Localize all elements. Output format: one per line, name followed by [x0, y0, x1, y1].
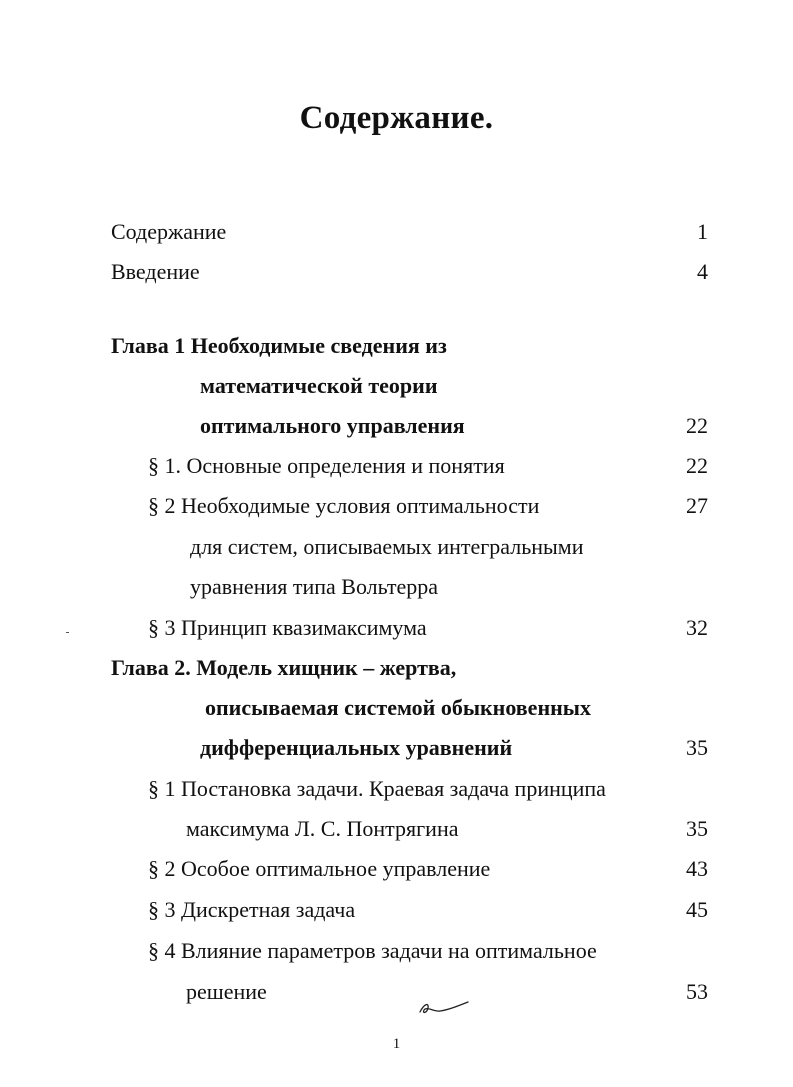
toc-entry-page: 1	[697, 219, 708, 244]
toc-entry-page: 35	[686, 816, 708, 841]
signature-mark	[418, 998, 470, 1018]
toc-entry-page: 27	[686, 493, 708, 518]
chapter-heading: Глава 2. Модель хищник – жертва,	[111, 655, 457, 680]
page-title: Содержание.	[299, 100, 494, 136]
toc-entry-text: § 1 Постановка задачи. Краевая задача принципа	[148, 776, 606, 801]
scan-speck	[66, 632, 69, 633]
toc-entry-text: § 4 Влияние параметров задачи на оптимальное	[148, 938, 597, 963]
toc-entry-text: уравнения типа Вольтерра	[190, 574, 438, 599]
toc-entry-page: 22	[686, 453, 708, 478]
chapter-heading: описываемая системой обыкновенных	[205, 695, 591, 720]
toc-entry-page: 45	[686, 897, 708, 922]
toc-entry-page: 22	[686, 413, 708, 438]
chapter-heading: дифференциальных уравнений	[200, 735, 513, 760]
toc-entry-text: § 3 Дискретная задача	[148, 897, 356, 922]
toc-entry-text: Введение	[111, 259, 200, 284]
toc-entry-text: § 1. Основные определения и понятия	[148, 453, 505, 478]
toc-entry-text: максимума Л. С. Понтрягина	[186, 816, 459, 841]
toc-entry-page: 4	[697, 259, 708, 284]
chapter-heading: Глава 1 Необходимые сведения из	[111, 333, 447, 358]
toc-entry-page: 32	[686, 615, 708, 640]
toc-entry-text: Содержание	[111, 219, 227, 244]
toc-entry-text: § 2 Особое оптимальное управление	[148, 856, 491, 881]
toc-entry-page: 53	[686, 979, 708, 1004]
toc-entry-text: § 3 Принцип квазимаксимума	[148, 615, 427, 640]
page-number: 1	[392, 1036, 401, 1052]
toc-entry-page: 43	[686, 856, 708, 881]
chapter-heading: математической теории	[200, 373, 438, 398]
toc-entry-text: § 2 Необходимые условия оптимальности	[148, 493, 540, 518]
toc-entry-page: 35	[686, 735, 708, 760]
toc-entry-text: решение	[186, 979, 267, 1004]
chapter-heading: оптимального управления	[200, 413, 465, 438]
toc-entry-text: для систем, описываемых интегральными	[190, 534, 584, 559]
